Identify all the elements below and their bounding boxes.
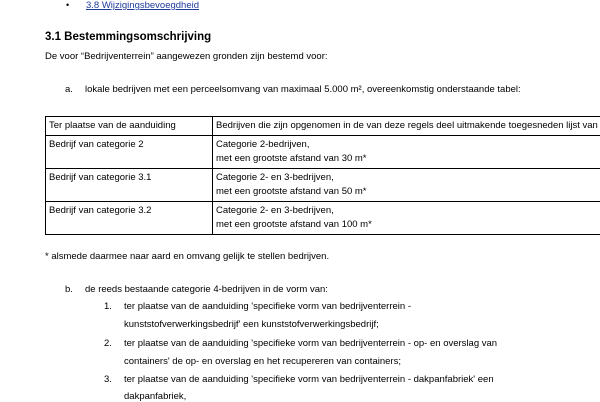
cell-line: met een grootste afstand van 50 m* bbox=[216, 185, 600, 199]
table-row bbox=[46, 202, 600, 235]
table-cell-aanduiding: Bedrijf van categorie 3.2 bbox=[46, 202, 213, 235]
cell-line: Categorie 2- en 3-bedrijven, bbox=[216, 171, 600, 185]
category-table bbox=[45, 116, 600, 235]
section-title: 3.1 Bestemmingsomschrijving bbox=[45, 31, 211, 43]
subitem-text: ter plaatse van de aanduiding 'specifieke vorm van bedrijventerrein - bbox=[124, 301, 411, 312]
table-header-cell: Ter plaatse van de aanduiding bbox=[46, 117, 213, 136]
item-b-text: de reeds bestaande categorie 4-bedrijven in de vorm van: bbox=[85, 284, 328, 295]
subitem-number: 3. bbox=[104, 374, 112, 385]
table-cell-bedrijven bbox=[213, 169, 600, 202]
item-a-marker: a. bbox=[65, 84, 73, 95]
bullet-icon: • bbox=[66, 0, 69, 10]
cell-line: met een grootste afstand van 30 m* bbox=[216, 152, 600, 166]
cell-line: Categorie 2-bedrijven, bbox=[216, 138, 600, 152]
subitem-text: dakpanfabriek, bbox=[124, 391, 186, 402]
toc-link-wijzigingsbevoegdheid[interactable]: 3.8 Wijzigingsbevoegdheid bbox=[86, 0, 199, 11]
subitem-text: kunststofverwerkingsbedrijf' een kunststofverwerkingsbedrijf; bbox=[124, 319, 379, 330]
table-row bbox=[46, 169, 600, 202]
subitem-text: ter plaatse van de aanduiding 'specifieke vorm van bedrijventerrein - dakpanfabriek' een bbox=[124, 374, 494, 385]
table-cell-bedrijven bbox=[213, 136, 600, 169]
table-cell-aanduiding: Bedrijf van categorie 2 bbox=[46, 136, 213, 169]
table-row bbox=[46, 136, 600, 169]
cell-line: met een grootste afstand van 100 m* bbox=[216, 218, 600, 232]
table-header-cell: Bedrijven die zijn opgenomen in de van deze regels deel uitmakende toegesneden lijst van bbox=[213, 117, 600, 136]
item-b-marker: b. bbox=[65, 284, 73, 295]
subitem-text: containers' de op- en overslag en het recupereren van containers; bbox=[124, 356, 401, 367]
subitem-number: 1. bbox=[104, 301, 112, 312]
section-intro: De voor “Bedrijventerrein” aangewezen gronden zijn bestemd voor: bbox=[45, 51, 328, 62]
table-cell-aanduiding: Bedrijf van categorie 3.1 bbox=[46, 169, 213, 202]
item-a-text: lokale bedrijven met een perceelsomvang van maximaal 5.000 m², overeenkomstig onderstaande tabel: bbox=[85, 84, 521, 95]
subitem-number: 2. bbox=[104, 338, 112, 349]
table-header-row bbox=[46, 117, 600, 136]
cell-line: Categorie 2- en 3-bedrijven, bbox=[216, 204, 600, 218]
table-footnote: * alsmede daarmee naar aard en omvang gelijk te stellen bedrijven. bbox=[45, 251, 329, 262]
subitem-text: ter plaatse van de aanduiding 'specifieke vorm van bedrijventerrein - op- en overslag van bbox=[124, 338, 497, 349]
table-cell-bedrijven bbox=[213, 202, 600, 235]
